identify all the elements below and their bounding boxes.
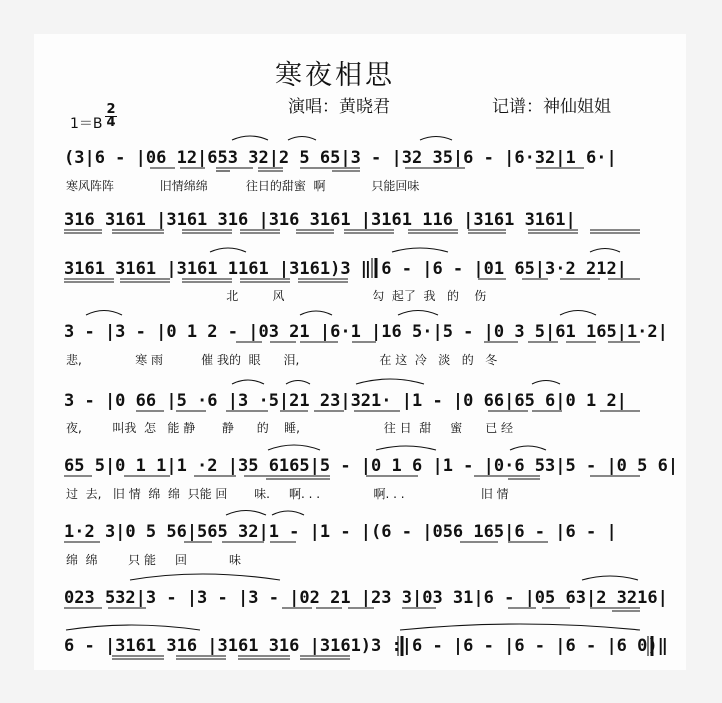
staff-line-5-notes: 3 - |0 66 |5 ·6 |3 ·5|21 23|321· |1 - |0 66|65 6|0 1 2| [64,391,627,411]
staff-line-6-lyrics: 过 去, 旧 情 绵 绵 只能 回 味. 啊. . . 啊. . . 旧 情 [66,487,509,501]
singer-credit: 演唱：黄晓君 [288,97,390,117]
staff-line-9-notes: 6 - |3161 316 |3161 316 |3161)3 :|6 - |6 - |6 - |6 - |6 0)‖ [64,636,668,656]
staff-line-3-notes: 3161 3161 |3161 1161 |3161)3 ‖:6 - |6 - |01 65|3·2 212| [64,259,627,279]
song-title: 寒夜相思 [275,60,395,91]
staff-line-6-notes: 65 5|0 1 1|1 ·2 |35 6165|5 - |0 1 6 |1 - |0·6 53|5 - |0 5 6| [64,456,679,476]
staff-line-7-lyrics: 绵 绵 只 能 回 味 [66,553,241,567]
transcriber-credit: 记谱：神仙姐姐 [492,97,611,117]
staff-line-5-lyrics: 夜, 叫我 怎 能 静 静 的 睡, 往 日 甜 蜜 已 经 [66,421,514,435]
staff-line-4-lyrics: 悲, 寒 雨 催 我的 眼 泪, 在 这 冷 淡 的 冬 [66,353,498,367]
staff-line-7-notes: 1·2 3|0 5 56|565 32|1 - |1 - |(6 - |056 165|6 - |6 - | [64,522,617,542]
staff-line-4-notes: 3 - |3 - |0 1 2 - |03 21 |6·1 |16 5·|5 - |0 3 5|61 165|1·2| [64,322,668,342]
staff-line-8-notes: 023 532|3 - |3 - |3 - |02 21 |23 3|03 31|6 - |05 63|2 3216| [64,588,668,608]
staff-line-1-notes: (3|6 - |06 12|653 32|2 5 65|3 - |32 35|6 - |6·32|1 6·| [64,148,617,168]
key-signature: 1＝B [70,116,103,132]
staff-line-1-lyrics: 寒风阵阵 旧情绵绵 往日的甜蜜 啊 只能回味 [66,179,420,193]
time-signature-top: 2 [106,102,116,117]
staff-line-3-lyrics: 北 风 勾 起了 我 的 伤 [66,289,487,303]
staff-line-2-notes: 316 3161 |3161 316 |316 3161 |3161 116 |3161 3161| [64,210,576,230]
time-signature-bottom: 4 [106,115,116,130]
